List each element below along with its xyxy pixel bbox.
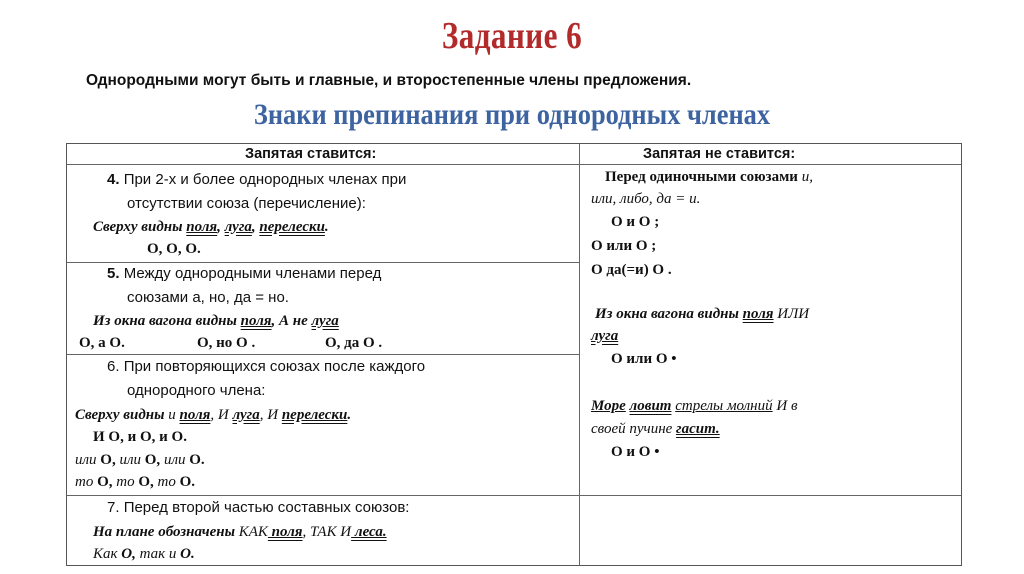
rule-5-line1: 5. Между однородными членами перед <box>107 265 382 282</box>
rule-6-line1: 6. При повторяющихся союзах после каждого <box>107 358 426 375</box>
right-scheme-5: О и О • <box>611 444 660 460</box>
task-title: Задание 6 <box>441 15 583 57</box>
right-column-header: Запятая не ставится: <box>643 146 796 162</box>
rule-7-example: На плане обозначены КАК поля, ТАК И леса. <box>93 524 387 540</box>
right-example-1-cont: луга <box>591 328 619 344</box>
right-scheme-3: О да(=и) О . <box>591 262 672 278</box>
rule-5-line2: союзами а, но, да = но. <box>127 289 289 306</box>
rule-6-scheme-2: или О, или О, или О. <box>75 452 205 468</box>
rule-6-example: Сверху видны и поля, И луга, И перелески. <box>75 407 352 423</box>
right-example-2: Море ловит стрелы молний И в <box>591 398 798 414</box>
row-divider <box>579 495 961 496</box>
right-scheme-1: О и О ; <box>611 214 660 230</box>
rule-number: 6. <box>107 358 120 375</box>
right-example-2-cont: своей пучине гасит. <box>591 421 720 437</box>
column-divider <box>579 144 580 565</box>
rule-4-scheme: О, О, О. <box>147 241 201 257</box>
rule-5-scheme-3: О, да О . <box>325 335 383 351</box>
rule-4-example: Сверху видны поля, луга, перелески. <box>93 219 329 235</box>
right-rule-line1: Перед одиночными союзами и, <box>605 169 813 185</box>
rule-6-scheme-3: то О, то О, то О. <box>75 474 196 490</box>
left-column-header: Запятая ставится: <box>245 146 377 162</box>
rule-7-line1: 7. Перед второй частью составных союзов: <box>107 499 410 516</box>
rule-4-line2: отсутствии союза (перечисление): <box>127 195 366 212</box>
right-example-1: Из окна вагона видны поля ИЛИ <box>595 306 810 322</box>
rule-7-scheme: Как О, так и О. <box>93 546 195 562</box>
rule-5-scheme-1: О, а О. <box>79 335 125 351</box>
rule-4-line1: 4. При 2-х и более однородных членах при <box>107 171 407 188</box>
rule-number: 4. <box>107 171 120 188</box>
right-rule-line2: или, либо, да = и. <box>591 191 701 207</box>
rule-6-line2: однородного члена: <box>127 382 266 399</box>
row-divider <box>67 495 579 496</box>
header-divider <box>67 164 961 165</box>
row-divider <box>67 262 579 263</box>
rule-6-scheme-1: И О, и О, и О. <box>93 429 187 445</box>
section-subtitle: Знаки препинания при однородных членах <box>253 98 771 131</box>
right-scheme-4: О или О • <box>611 351 677 367</box>
rule-number: 7. <box>107 499 120 516</box>
rule-5-example: Из окна вагона видны поля, А не луга <box>93 313 339 329</box>
row-divider <box>67 354 579 355</box>
right-scheme-2: О или О ; <box>591 238 657 254</box>
rule-5-scheme-2: О, но О . <box>197 335 256 351</box>
rule-number: 5. <box>107 265 120 282</box>
intro-text: Однородными могут быть и главные, и второстепенные члены предложения. <box>86 72 692 89</box>
rules-table <box>66 143 962 566</box>
